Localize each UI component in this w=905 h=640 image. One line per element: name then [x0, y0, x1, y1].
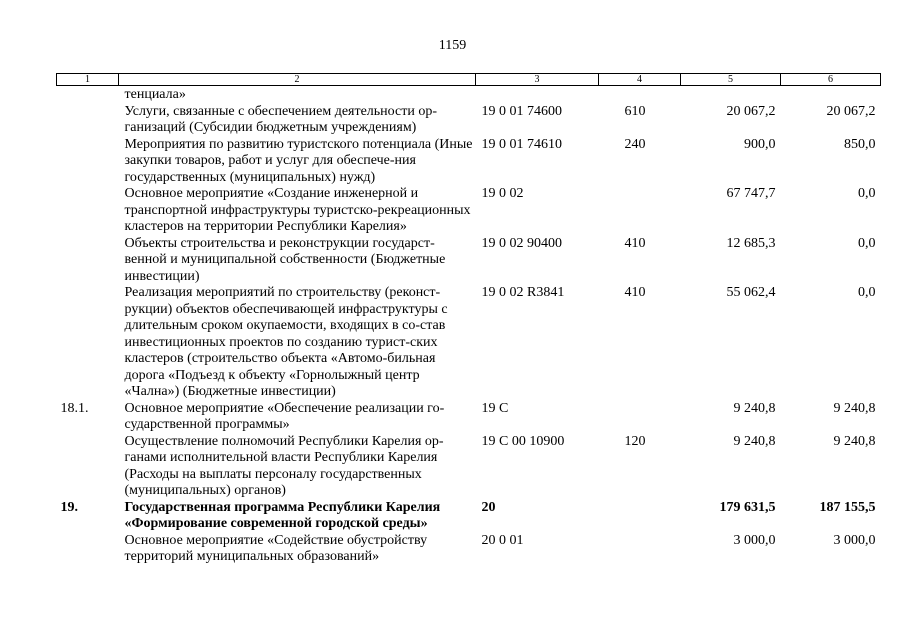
- row-number: 18.1.: [60, 400, 89, 416]
- row-number: [57, 137, 119, 187]
- row-number: [57, 86, 119, 104]
- row-name: Основное мероприятие «Содействие обустройству территорий муниципальных образований»: [124, 532, 428, 564]
- header-row: [57, 74, 881, 86]
- row-code: [476, 86, 599, 104]
- row-name: тенциала»: [124, 87, 186, 102]
- row-code: 20: [481, 499, 496, 515]
- row-amount-col5: 179 631,5: [719, 499, 776, 515]
- row-number: [57, 236, 119, 286]
- row-amount-col5: 9 240,8: [733, 433, 776, 449]
- table-row: [57, 401, 881, 434]
- row-code: 19 0 02 R3841: [481, 285, 565, 300]
- row-name: Объекты строительства и реконструкции государст-венной и муниципальной собственности (Бюджетные инвестиции): [124, 235, 446, 284]
- row-number: [57, 533, 119, 566]
- table-row: [57, 434, 881, 500]
- table-row: [57, 500, 881, 533]
- table-row: [57, 236, 881, 286]
- row-amount-col6: 9 240,8: [833, 433, 876, 449]
- row-code: 19 0 02: [481, 186, 524, 201]
- row-expense-type: 120: [624, 433, 646, 449]
- column-header-5: 5: [681, 74, 781, 86]
- row-amount-col5: 12 685,3: [726, 235, 776, 251]
- row-amount-col6: 9 240,8: [833, 400, 876, 416]
- table-header: [57, 74, 881, 86]
- row-expense-type: [599, 533, 681, 566]
- table-row: [57, 137, 881, 187]
- row-amount-col5: 20 067,2: [726, 103, 776, 119]
- row-name: Услуги, связанные с обеспечением деятельности ор-ганизаций (Субсидии бюджетным учреждениям): [124, 103, 437, 135]
- table-body: [57, 86, 881, 566]
- row-amount-col6: 0,0: [858, 235, 876, 251]
- column-header-3: 3: [476, 74, 599, 86]
- row-amount-col5: [681, 86, 781, 104]
- row-code: 19 С: [481, 400, 509, 416]
- row-number: [57, 434, 119, 500]
- row-name: Основное мероприятие «Создание инженерной и транспортной инфраструктуры туристско-рекреационных кластеров на территории Республики Карелия»: [124, 186, 471, 234]
- row-expense-type: 610: [624, 103, 646, 119]
- row-expense-type: [599, 186, 681, 236]
- row-code: 19 С 00 10900: [481, 433, 565, 449]
- row-amount-col5: 67 747,7: [726, 186, 776, 201]
- row-amount-col5: 55 062,4: [726, 285, 776, 300]
- row-amount-col5: 900,0: [744, 136, 776, 152]
- table-row: [57, 285, 881, 401]
- row-expense-type: [599, 500, 681, 533]
- row-number: [57, 186, 119, 236]
- table-row: [57, 533, 881, 566]
- row-name: Реализация мероприятий по строительству (реконст-рукции) объектов обеспечивающей инфраструктуры с длительным сроком окупаемости, входящих в со-став инвестиционных проектов по созданию турист-ских кластеров (строительство объекта «Автомо-бильная дорога «Подъезд к объекту «Горнолыжный центр «Чална») (Бюджетные инвестиции): [124, 285, 448, 399]
- row-amount-col6: 0,0: [858, 285, 876, 300]
- row-amount-col6: 850,0: [844, 136, 876, 152]
- page-number: 1159: [438, 38, 467, 53]
- row-name: Осуществление полномочий Республики Карелия ор-ганами исполнительной власти Республики Карелия (Расходы на выплаты персоналу государственных (муниципальных) органов): [124, 433, 444, 498]
- row-amount-col6: [781, 86, 881, 104]
- row-expense-type: 410: [624, 235, 646, 251]
- row-number: [57, 285, 119, 401]
- row-expense-type: 410: [624, 285, 646, 300]
- column-header-2: 2: [119, 74, 476, 86]
- row-code: 19 0 01 74600: [481, 103, 562, 119]
- row-amount-col6: 3 000,0: [833, 532, 876, 548]
- row-expense-type: 240: [624, 136, 646, 152]
- row-name: Государственная программа Республики Карелия «Формирование современной городской среды»: [124, 499, 441, 531]
- row-code: 19 0 01 74610: [481, 136, 562, 152]
- row-code: 20 0 01: [481, 532, 524, 548]
- row-expense-type: [599, 86, 681, 104]
- row-code: 19 0 02 90400: [481, 235, 562, 251]
- row-amount-col6: 0,0: [858, 186, 876, 201]
- row-number: 19.: [60, 499, 78, 515]
- row-amount-col6: 20 067,2: [826, 103, 876, 119]
- column-header-1: 1: [57, 74, 119, 86]
- table-row: [57, 186, 881, 236]
- row-number: [57, 104, 119, 137]
- budget-table: [56, 73, 881, 566]
- row-amount-col6: 187 155,5: [819, 499, 876, 515]
- row-name: Мероприятия по развитию туристского потенциала (Иные закупки товаров, работ и услуг для обеспече-ния государственных (муниципальных) нужд): [124, 136, 473, 185]
- row-amount-col5: 3 000,0: [733, 532, 776, 548]
- table-row: [57, 104, 881, 137]
- column-header-4: 4: [599, 74, 681, 86]
- row-expense-type: [599, 401, 681, 434]
- row-amount-col5: 9 240,8: [733, 400, 776, 416]
- table-row: [57, 86, 881, 104]
- row-name: Основное мероприятие «Обеспечение реализации го-сударственной программы»: [124, 400, 445, 432]
- column-header-6: 6: [781, 74, 881, 86]
